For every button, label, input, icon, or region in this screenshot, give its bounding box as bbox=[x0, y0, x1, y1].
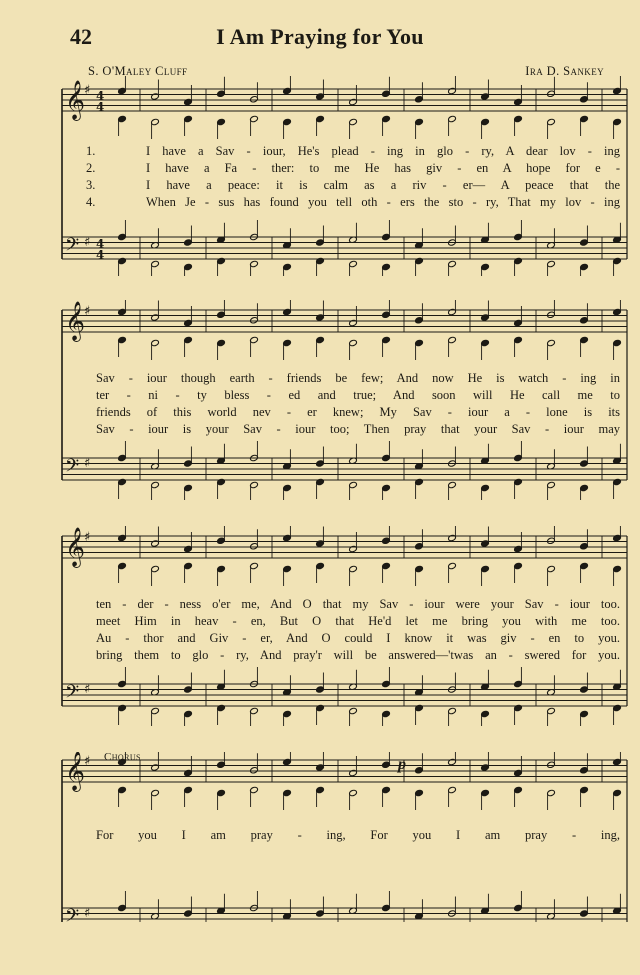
lyric-text: Sav - iour though earth - friends be few; And now He is watch - ing in bbox=[96, 371, 620, 385]
bass-clef: 𝄢 bbox=[65, 456, 80, 481]
composer-credit: Ira D. Sankey bbox=[525, 64, 604, 78]
lyric-text: Sav - iour is your Sav - iour too; Then pray that your Sav - iour may bbox=[96, 422, 620, 436]
lyric-line bbox=[0, 161, 640, 178]
time-signature-bottom: 4 bbox=[96, 248, 105, 262]
sharp-sign: ♯ bbox=[84, 304, 91, 319]
lyric-line bbox=[0, 195, 640, 212]
sharp-sign: ♯ bbox=[84, 235, 91, 250]
sharp-sign: ♯ bbox=[84, 83, 91, 98]
bass-clef: 𝄢 bbox=[65, 682, 80, 707]
sharp-sign: ♯ bbox=[84, 682, 91, 697]
bass-clef: 𝄢 bbox=[65, 906, 80, 922]
lyric-line bbox=[0, 178, 640, 195]
lyric-line bbox=[0, 828, 640, 845]
lyric-text: friends of this world nev - er knew; My Sav - iour a - lone is its bbox=[96, 405, 620, 419]
treble-clef: 𝄞 bbox=[65, 752, 86, 791]
lyric-text: bring them to glo - ry, And pray'r will be answered—'twas an - swered for you. bbox=[96, 648, 620, 662]
sharp-sign: ♯ bbox=[84, 456, 91, 471]
sharp-sign: ♯ bbox=[84, 754, 91, 769]
verse-number: 2. bbox=[86, 161, 96, 175]
treble-clef: 𝄞 bbox=[65, 527, 86, 567]
treble-clef: 𝄞 bbox=[65, 301, 86, 341]
lyric-line bbox=[0, 371, 640, 388]
lyric-line bbox=[0, 597, 640, 614]
lyric-line bbox=[0, 631, 640, 648]
verse-number: 4. bbox=[86, 195, 96, 209]
lyric-text: meet Him in heav - en, But O that He'd let me bring you with me too. bbox=[96, 614, 620, 628]
verse-number: 1. bbox=[86, 144, 96, 158]
lyricist-credit: S. O'Maley Cluff bbox=[88, 64, 188, 78]
lyric-text: ten - der - ness o'er me, And O that my Sav - iour were your Sav - iour too. bbox=[96, 597, 620, 611]
lyric-line bbox=[0, 388, 640, 405]
verse-number: 3. bbox=[86, 178, 96, 192]
lyric-line bbox=[0, 614, 640, 631]
lyric-text: ter - ni - ty bless - ed and true; And soon will He call me to bbox=[96, 388, 620, 402]
time-signature-top: 4 bbox=[96, 237, 105, 251]
lyric-text: I have a peace: it is calm as a riv - er— A peace that the bbox=[146, 178, 620, 192]
dynamic-marking: p bbox=[398, 756, 406, 773]
sharp-sign: ♯ bbox=[84, 906, 91, 921]
lyric-text: Au - thor and Giv - er, And O could I know it was giv - en to you. bbox=[96, 631, 620, 645]
bass-clef: 𝄢 bbox=[65, 235, 80, 260]
chorus-label: Chorus bbox=[104, 751, 141, 763]
sharp-sign: ♯ bbox=[84, 530, 91, 545]
lyric-line bbox=[0, 405, 640, 422]
page-number: 42 bbox=[70, 24, 92, 49]
time-signature-bottom: 4 bbox=[96, 100, 105, 114]
lyric-line bbox=[0, 144, 640, 161]
lyric-line bbox=[0, 648, 640, 665]
lyric-text: For you I am pray - ing, For you I am pray - ing, bbox=[96, 828, 620, 842]
lyric-text: When Je - sus has found you tell oth - ers the sto - ry, That my lov - ing bbox=[146, 195, 620, 209]
lyric-text: I have a Sav - iour, He's plead - ing in glo - ry, A dear lov - ing bbox=[146, 144, 620, 158]
lyric-text: I have a Fa - ther: to me He has giv - en A hope for e - bbox=[146, 161, 620, 175]
lyric-line bbox=[0, 422, 640, 439]
treble-clef: 𝄞 bbox=[65, 80, 86, 120]
time-signature-top: 4 bbox=[96, 89, 105, 103]
hymn-title: I Am Praying for You bbox=[216, 24, 424, 49]
